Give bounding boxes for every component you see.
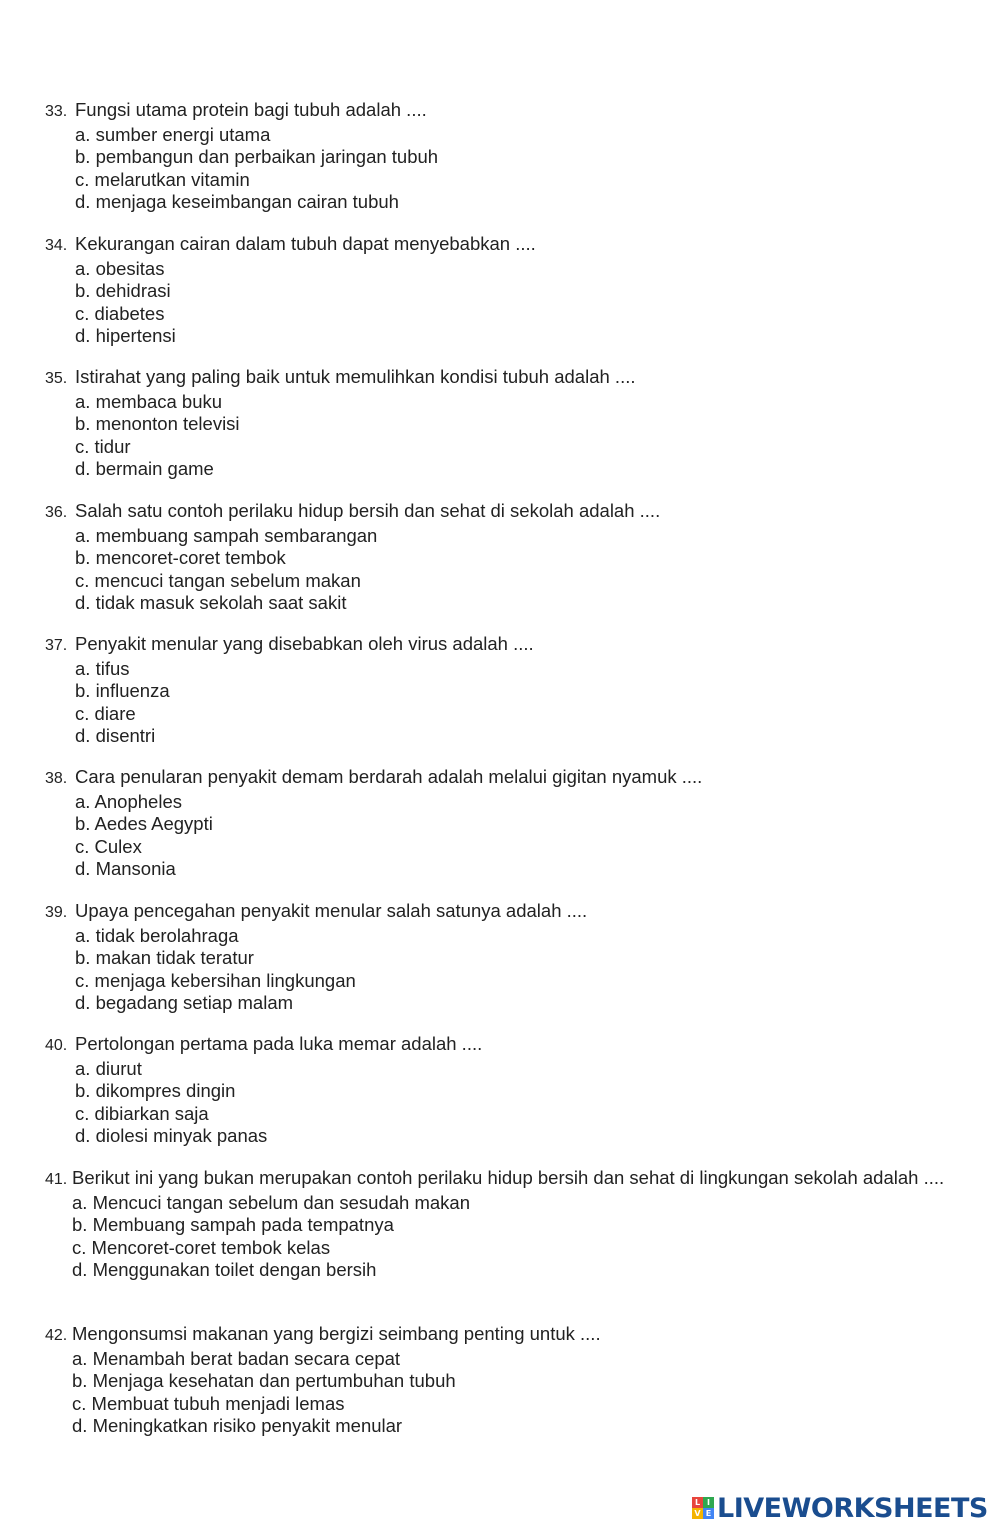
- question-text: Upaya pencegahan penyakit menular salah satunya adalah ....: [75, 900, 588, 921]
- option-b: b. Menjaga kesehatan dan pertumbuhan tubuh: [72, 1370, 456, 1391]
- question-36: [45, 500, 945, 615]
- question-text: Penyakit menular yang disebabkan oleh virus adalah ....: [75, 633, 534, 654]
- question-text: Kekurangan cairan dalam tubuh dapat menyebabkan ....: [75, 233, 536, 254]
- liveworksheets-icon: [692, 1497, 714, 1519]
- question-38: [45, 766, 945, 881]
- option-a: a. obesitas: [75, 257, 165, 279]
- question-text: Mengonsumsi makanan yang bergizi seimbang penting untuk ....: [72, 1323, 601, 1344]
- options-list: [45, 1058, 945, 1148]
- option-d: d. diolesi minyak panas: [75, 1125, 268, 1146]
- option-d: d. Meningkatkan risiko penyakit menular: [72, 1415, 403, 1436]
- question-number: 36.: [45, 504, 68, 521]
- logo-tile-i: I: [703, 1497, 714, 1508]
- option-a: a. Menambah berat badan secara cepat: [72, 1347, 401, 1369]
- option-a: a. sumber energi utama: [75, 123, 271, 145]
- options-list: [45, 391, 945, 481]
- options-list: [45, 925, 945, 1015]
- option-c: c. diabetes: [75, 302, 165, 324]
- question-text: Pertolongan pertama pada luka memar adalah ....: [75, 1033, 483, 1054]
- option-d: d. Mansonia: [75, 858, 176, 879]
- logo-tile-v: V: [692, 1508, 703, 1519]
- question-text: Fungsi utama protein bagi tubuh adalah ....: [75, 99, 427, 120]
- option-d: d. menjaga keseimbangan cairan tubuh: [75, 191, 399, 212]
- question-text: Salah satu contoh perilaku hidup bersih dan sehat di sekolah adalah ....: [75, 500, 661, 521]
- option-b: b. pembangun dan perbaikan jaringan tubuh: [75, 146, 439, 167]
- question-41: [45, 1167, 945, 1282]
- option-c: c. tidur: [75, 435, 131, 457]
- option-c: c. Culex: [75, 835, 142, 857]
- options-list: [45, 525, 945, 615]
- option-d: d. bermain game: [75, 458, 214, 479]
- question-number: 41.: [45, 1171, 68, 1188]
- question-number: 39.: [45, 904, 68, 921]
- options-list: [45, 1192, 945, 1282]
- logo-tile-l: L: [692, 1497, 703, 1508]
- option-c: c. menjaga kebersihan lingkungan: [75, 969, 356, 991]
- option-d: d. tidak masuk sekolah saat sakit: [75, 592, 347, 613]
- option-c: c. diare: [75, 702, 136, 724]
- question-text: Cara penularan penyakit demam berdarah adalah melalui gigitan nyamuk ....: [75, 766, 703, 787]
- option-a: a. tidak berolahraga: [75, 924, 239, 946]
- options-list: [45, 258, 945, 348]
- question-37: [45, 633, 945, 748]
- question-number: 38.: [45, 770, 68, 787]
- question-42: [45, 1323, 945, 1438]
- question-34: [45, 233, 945, 348]
- question-text: Berikut ini yang bukan merupakan contoh perilaku hidup bersih dan sehat di lingkungan sekolah adalah ....: [72, 1167, 945, 1188]
- options-list: [45, 124, 945, 214]
- question-35: [45, 366, 945, 481]
- option-c: c. dibiarkan saja: [75, 1102, 209, 1124]
- option-b: b. makan tidak teratur: [75, 947, 254, 968]
- option-b: b. Membuang sampah pada tempatnya: [72, 1214, 394, 1235]
- question-number: 35.: [45, 370, 68, 387]
- question-number: 34.: [45, 237, 68, 254]
- question-40: [45, 1033, 945, 1148]
- option-d: d. hipertensi: [75, 325, 176, 346]
- option-b: b. dikompres dingin: [75, 1080, 236, 1101]
- option-c: c. mencuci tangan sebelum makan: [75, 569, 361, 591]
- brand-name: LIVEWORKSHEETS: [717, 1492, 988, 1524]
- option-b: b. influenza: [75, 680, 170, 701]
- question-number: 37.: [45, 637, 68, 654]
- question-number: 40.: [45, 1037, 68, 1054]
- options-list: [45, 1348, 945, 1438]
- option-a: a. Mencuci tangan sebelum dan sesudah makan: [72, 1191, 471, 1213]
- question-number: 33.: [45, 103, 68, 120]
- option-a: a. tifus: [75, 657, 130, 679]
- question-number: 42.: [45, 1327, 68, 1344]
- question-33: [45, 99, 945, 214]
- question-text: Istirahat yang paling baik untuk memulihkan kondisi tubuh adalah ....: [75, 366, 636, 387]
- option-d: d. begadang setiap malam: [75, 992, 294, 1013]
- logo-tile-e: E: [703, 1508, 714, 1519]
- option-c: c. Mencoret-coret tembok kelas: [72, 1236, 331, 1258]
- option-a: a. diurut: [75, 1057, 142, 1079]
- option-b: b. menonton televisi: [75, 413, 240, 434]
- option-a: a. membaca buku: [75, 390, 223, 412]
- option-b: b. mencoret-coret tembok: [75, 547, 286, 568]
- option-b: b. dehidrasi: [75, 280, 171, 301]
- options-list: [45, 791, 945, 881]
- options-list: [45, 658, 945, 748]
- option-c: c. melarutkan vitamin: [75, 168, 250, 190]
- option-a: a. membuang sampah sembarangan: [75, 524, 378, 546]
- option-b: b. Aedes Aegypti: [75, 813, 213, 834]
- liveworksheets-logo: [692, 1490, 988, 1526]
- option-a: a. Anopheles: [75, 790, 182, 812]
- option-d: d. Menggunakan toilet dengan bersih: [72, 1259, 377, 1280]
- question-39: [45, 900, 945, 1015]
- option-d: d. disentri: [75, 725, 156, 746]
- option-c: c. Membuat tubuh menjadi lemas: [72, 1392, 345, 1414]
